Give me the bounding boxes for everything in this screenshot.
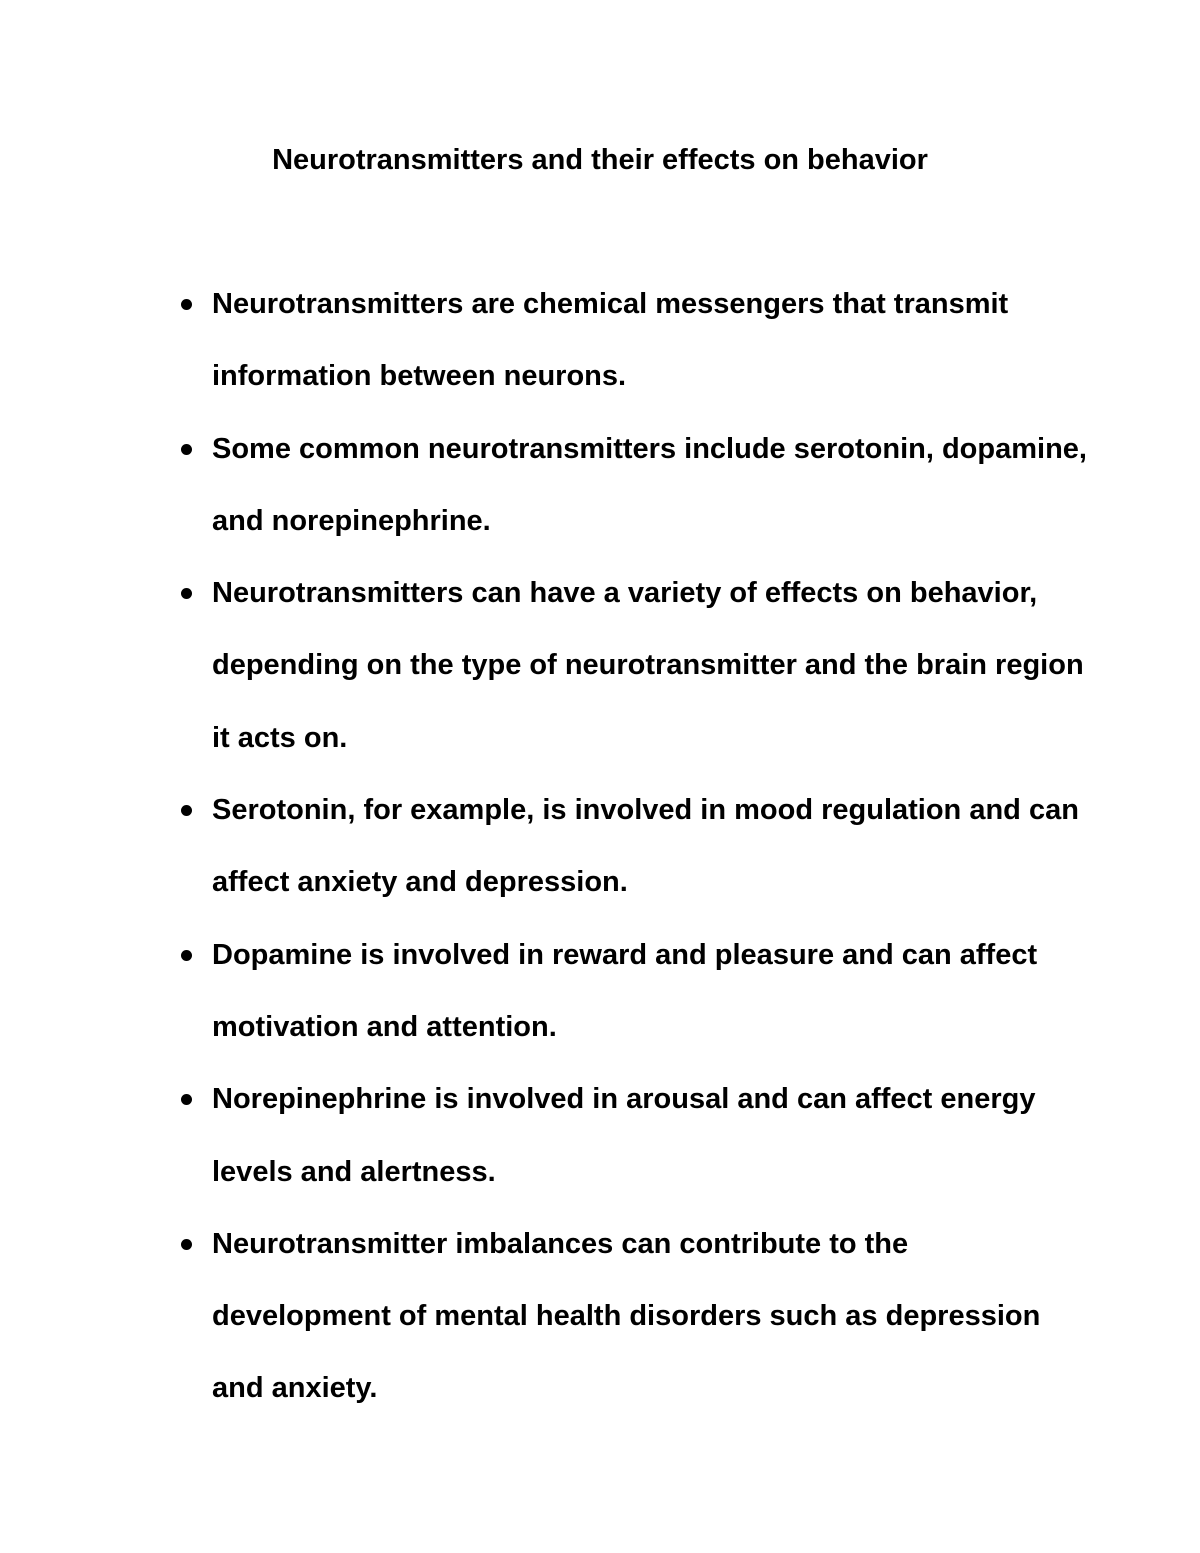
bullet-item-dopamine xyxy=(212,919,1092,1064)
bullet-item-serotonin xyxy=(212,774,1092,919)
bullet-item-common-neurotransmitters xyxy=(212,413,1092,558)
bullet-text: Norepinephrine is involved in arousal and can affect energy levels and alertness. xyxy=(212,1083,1036,1188)
bullet-item-norepinephrine xyxy=(212,1063,1092,1208)
bullet-text: Neurotransmitters are chemical messengers that transmit information between neurons. xyxy=(212,288,1009,393)
bullet-icon xyxy=(181,950,192,961)
bullet-icon xyxy=(181,299,192,310)
bullet-list xyxy=(212,268,1092,1425)
bullet-text: Dopamine is involved in reward and pleasure and can affect motivation and attention. xyxy=(212,938,1038,1043)
bullet-icon xyxy=(181,1094,192,1105)
bullet-icon xyxy=(181,805,192,816)
bullet-text: Some common neurotransmitters include serotonin, dopamine, and norepinephrine. xyxy=(212,432,1087,537)
bullet-item-imbalances xyxy=(212,1208,1092,1425)
bullet-icon xyxy=(181,444,192,455)
bullet-text: Serotonin, for example, is involved in mood regulation and can affect anxiety and depression. xyxy=(212,794,1079,899)
bullet-icon xyxy=(181,588,192,599)
document-title: Neurotransmitters and their effects on behavior xyxy=(272,144,928,176)
bullet-item-neurotransmitters-definition xyxy=(212,268,1092,413)
bullet-item-variety-of-effects xyxy=(212,557,1092,774)
bullet-text: Neurotransmitters can have a variety of effects on behavior, depending on the type of neurotransmitter and the brain region it acts on. xyxy=(212,577,1084,754)
bullet-text: Neurotransmitter imbalances can contribute to the development of mental health disorders such as depression and anxiety. xyxy=(212,1227,1041,1405)
bullet-icon xyxy=(181,1239,192,1250)
